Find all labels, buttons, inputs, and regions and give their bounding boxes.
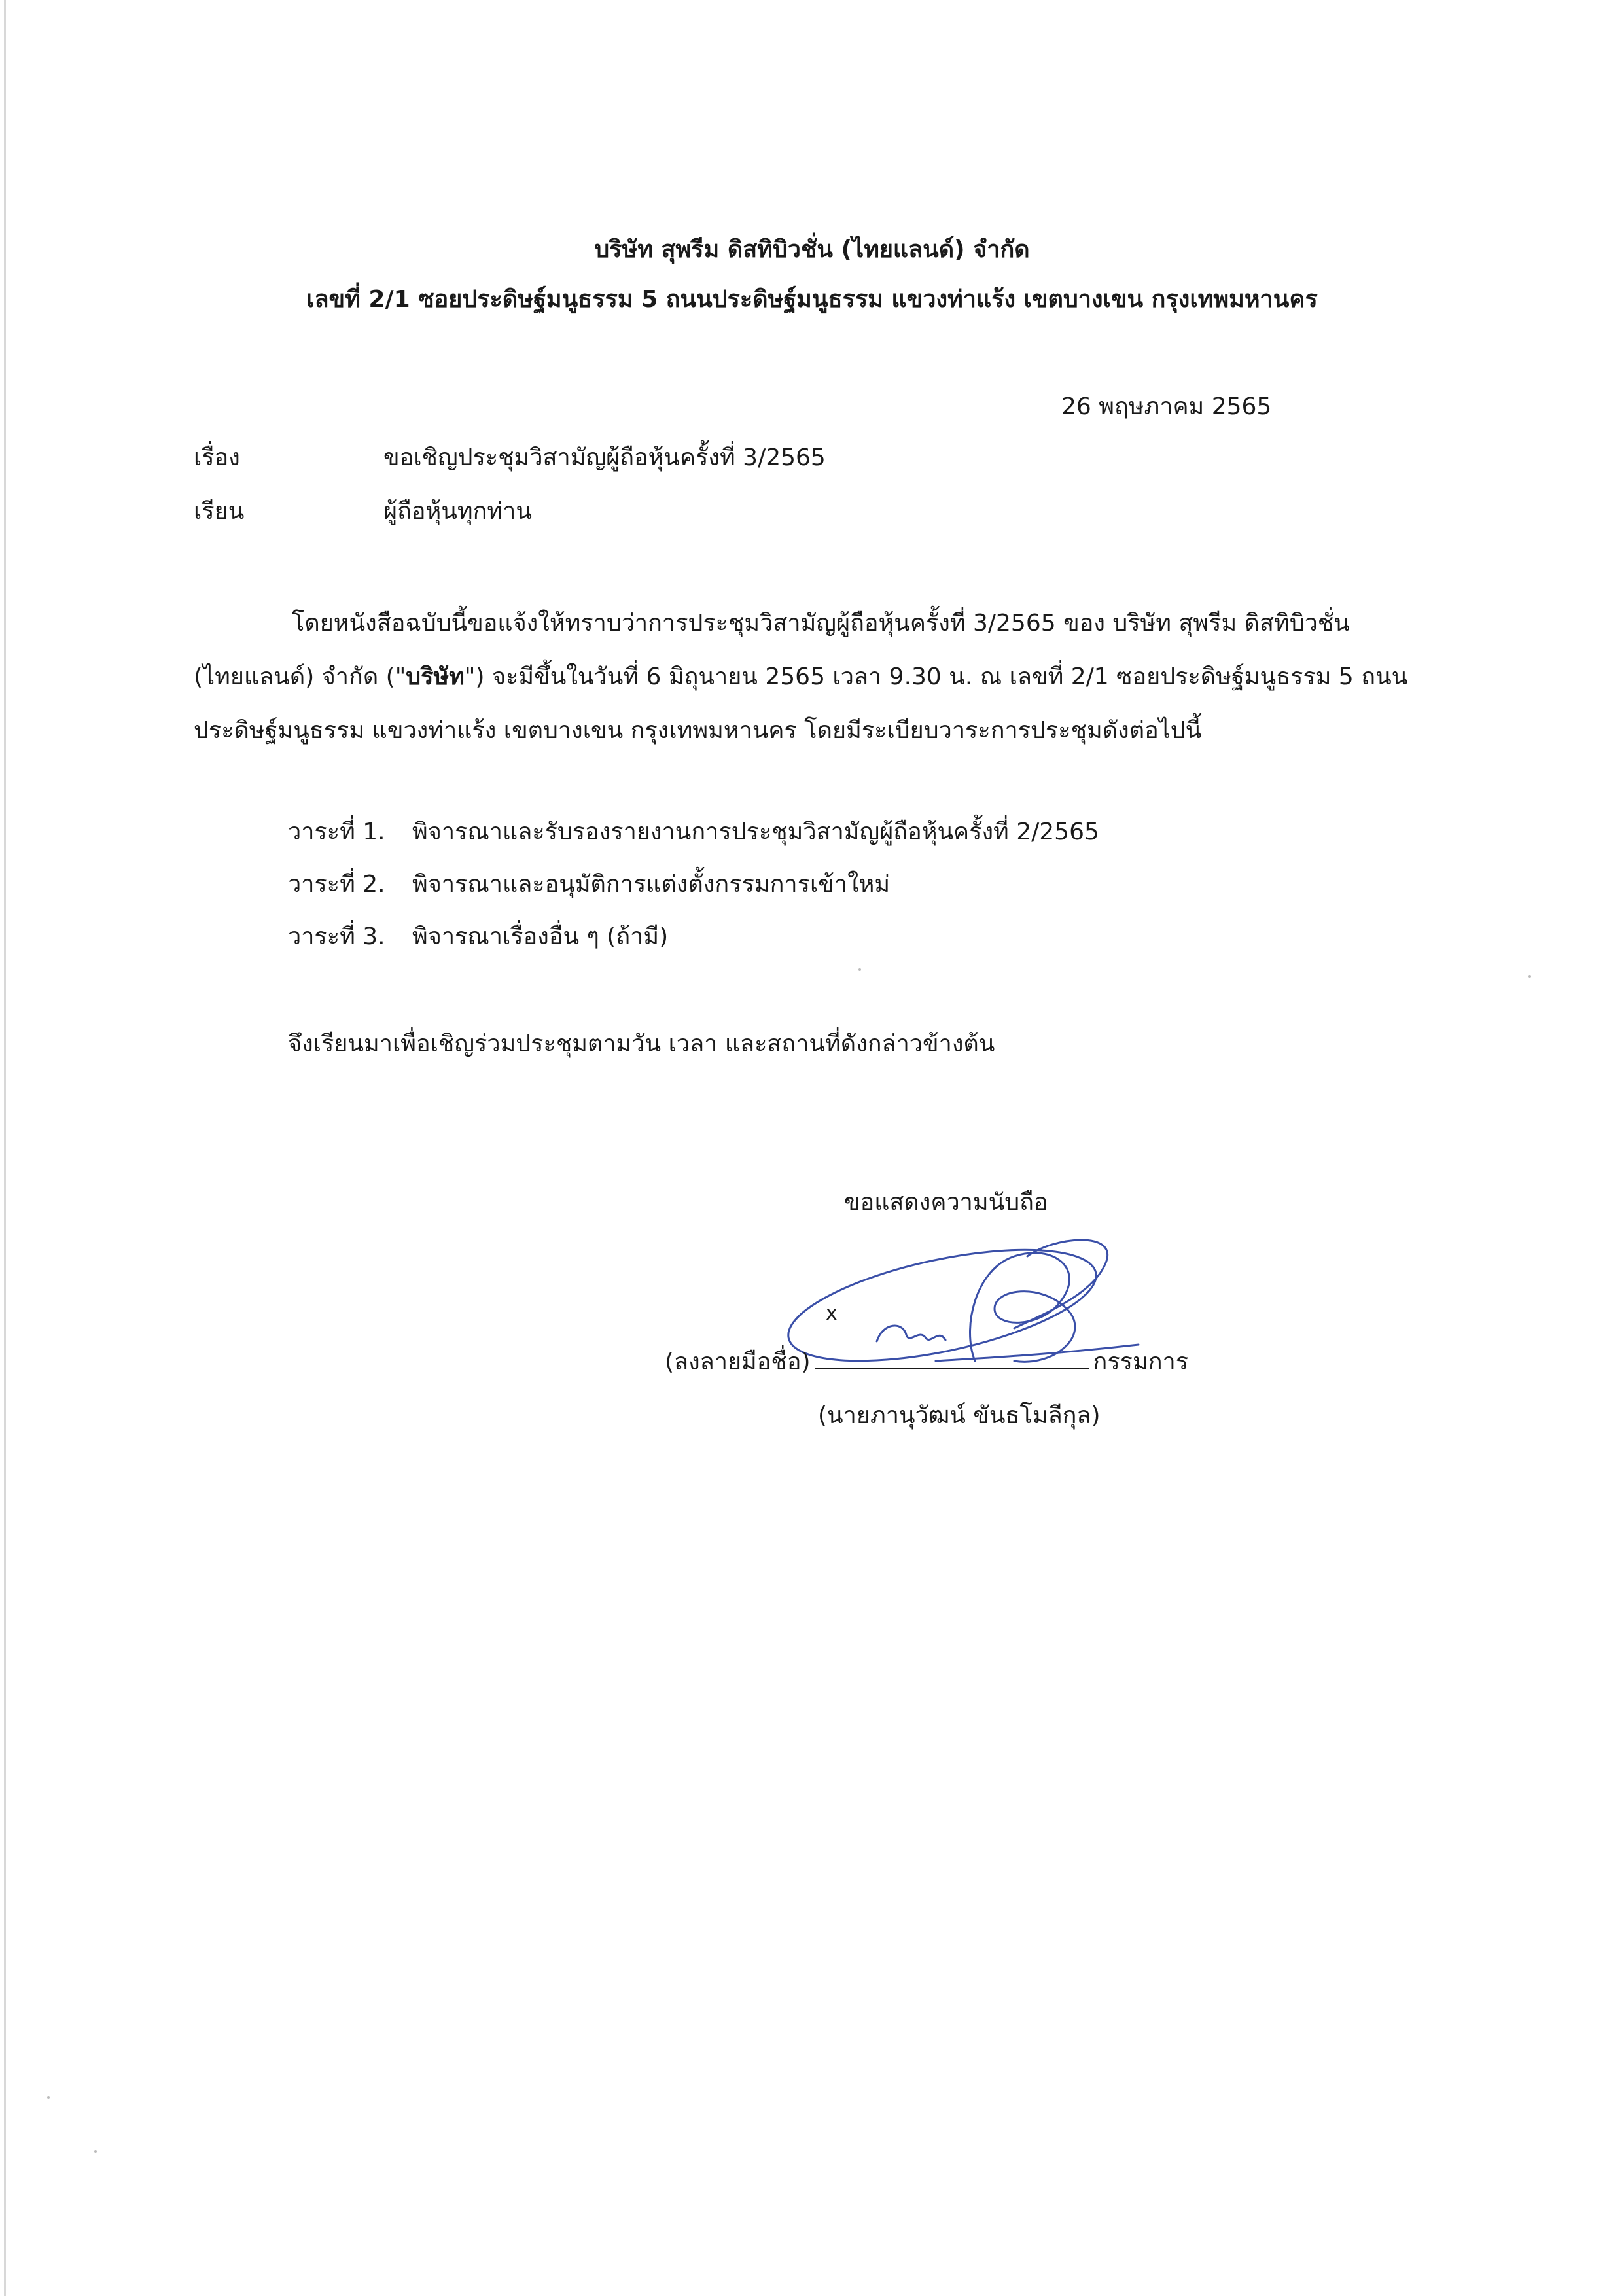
body-line-2	[194, 650, 1437, 704]
scan-speck	[1528, 975, 1531, 978]
sign-label: (ลงลายมือชื่อ)	[665, 1349, 811, 1375]
company-defined-term: บริษัท	[406, 663, 465, 690]
agenda-text: พิจารณาเรื่องอื่น ๆ (ถ้ามี)	[412, 923, 669, 950]
body-line-2-end: ") จะมีขึ้นในวันที่ 6 มิถุนายน 2565 เวลา 9.30 น. ณ เลขที่ 2/1 ซอยประดิษฐ์มนูธรรม 5 ถนน	[464, 663, 1408, 690]
signature-underline	[815, 1349, 1089, 1369]
agenda-number: วาระที่ 1.	[288, 819, 385, 845]
signer-name: (นายภานุวัฒน์ ขันธโมลีกุล)	[818, 1402, 1101, 1429]
company-address: เลขที่ 2/1 ซอยประดิษฐ์มนูธรรม 5 ถนนประดิษฐ์มนูธรรม แขวงท่าแร้ง เขตบางเขน กรุงเทพมหานคร	[306, 286, 1318, 313]
agenda-item	[288, 865, 890, 902]
scan-speck	[94, 2150, 97, 2153]
body-line-2-start: (ไทยแลนด์) จำกัด ("	[194, 663, 406, 690]
letter-date: 26 พฤษภาคม 2565	[1061, 393, 1272, 420]
agenda-item	[288, 917, 668, 955]
scan-edge	[4, 0, 6, 2296]
regards-text: ขอแสดงความนับถือ	[844, 1189, 1048, 1216]
agenda-number: วาระที่ 2.	[288, 871, 385, 898]
recipient-label: เรียน	[194, 498, 245, 525]
recipient-value: ผู้ถือหุ้นทุกท่าน	[383, 498, 532, 525]
scan-speck	[47, 2096, 50, 2099]
company-name: บริษัท สุพรีม ดิสทิบิวชั่น (ไทยแลนด์) จำกัด	[594, 236, 1030, 263]
body-line-3: ประดิษฐ์มนูธรรม แขวงท่าแร้ง เขตบางเขน กรุงเทพมหานคร โดยมีระเบียบวาระการประชุมดังต่อไปนี้	[194, 717, 1202, 744]
agenda-number: วาระที่ 3.	[288, 923, 385, 950]
subject-value: ขอเชิญประชุมวิสามัญผู้ถือหุ้นครั้งที่ 3/2565	[383, 444, 826, 471]
subject-label: เรื่อง	[194, 444, 240, 471]
body-line-1: โดยหนังสือฉบับนี้ขอแจ้งให้ทราบว่าการประชุมวิสามัญผู้ถือหุ้นครั้งที่ 3/2565 ของ บริษัท สุพรีม ดิสทิบิวชั่น	[292, 610, 1350, 637]
agenda-item	[288, 813, 1099, 850]
agenda-text: พิจารณาและอนุมัติการแต่งตั้งกรรมการเข้าใหม่	[412, 871, 891, 898]
body-paragraph	[194, 597, 1437, 758]
signature-line	[665, 1343, 1188, 1380]
scan-speck	[858, 968, 861, 971]
closing-sentence: จึงเรียนมาเพื่อเชิญร่วมประชุมตามวัน เวลา และสถานที่ดังกล่าวข้างต้น	[288, 1031, 995, 1057]
signer-position: กรรมการ	[1093, 1349, 1189, 1375]
agenda-text: พิจารณาและรับรองรายงานการประชุมวิสามัญผู้ถือหุ้นครั้งที่ 2/2565	[412, 819, 1099, 845]
signature-mark: x	[826, 1302, 838, 1325]
